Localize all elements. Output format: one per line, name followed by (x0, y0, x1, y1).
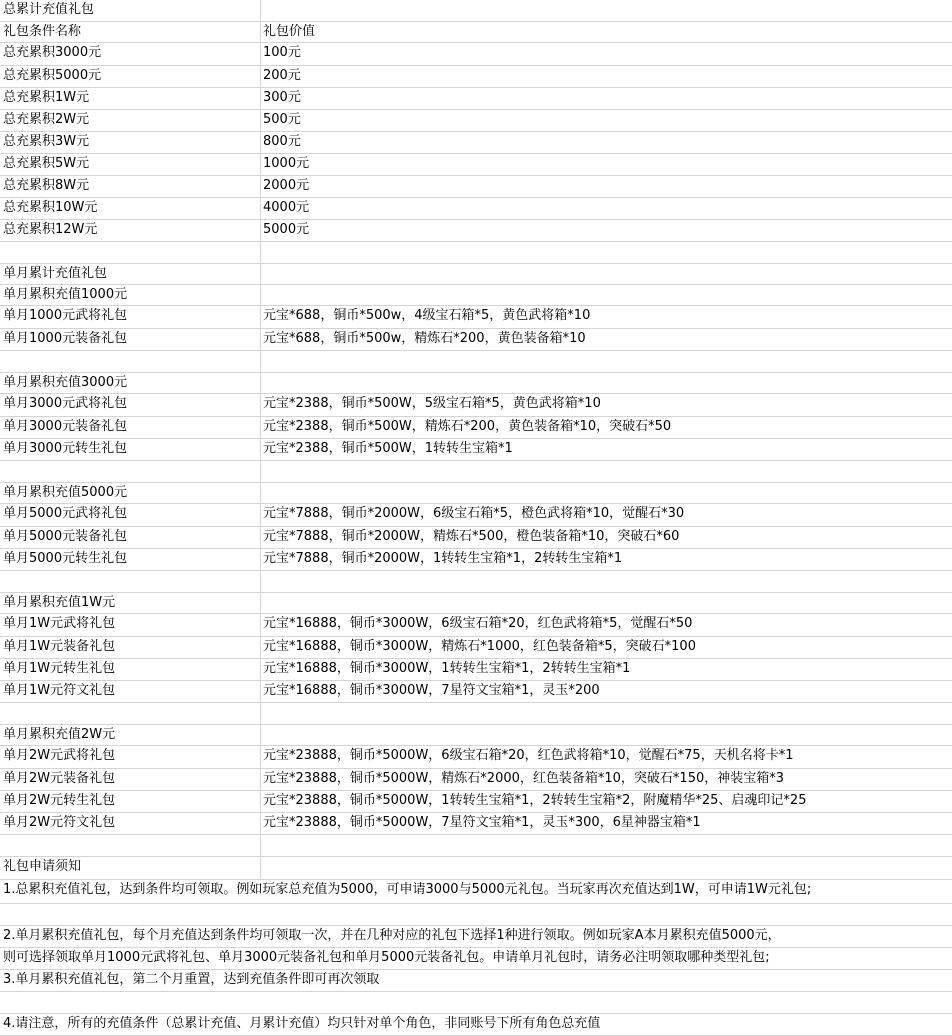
cell-value[interactable]: 300元 (263, 90, 301, 105)
table-row (0, 725, 952, 746)
column-divider (260, 154, 261, 175)
table-row (0, 242, 952, 264)
table-row (0, 285, 952, 306)
cell-name[interactable]: 单月1W元转生礼包 (3, 661, 116, 676)
table-row (0, 394, 952, 417)
cell-name[interactable]: 单月累积充值1000元 (3, 287, 128, 302)
table-row (0, 549, 952, 571)
note-cell[interactable]: 则可选择领取单月1000元武将礼包、单月3000元装备礼包和单月5000元装备礼包。申请单月礼包时，请务必注明领取哪种类型礼包; (3, 950, 770, 965)
cell-name[interactable]: 总充累积3W元 (3, 134, 90, 149)
cell-value[interactable]: 1000元 (263, 156, 310, 171)
cell-name[interactable]: 单月累积充值5000元 (3, 485, 128, 500)
note-cell[interactable] (3, 904, 952, 925)
cell-name[interactable]: 单月累计充值礼包 (3, 266, 108, 281)
column-divider (260, 439, 261, 460)
note-cell[interactable]: 1.总累积充值礼包，达到条件均可领取。例如玩家总充值为5000，可申请3000与5000元礼包。当玩家再次充值达到1W，可申请1W元礼包; (3, 882, 812, 897)
cell-name[interactable]: 单月1W元符文礼包 (3, 683, 116, 698)
cell-value[interactable]: 5000元 (263, 222, 310, 237)
column-divider (260, 681, 261, 702)
cell-name[interactable]: 单月1W元武将礼包 (3, 616, 116, 631)
cell-value[interactable]: 100元 (263, 45, 301, 60)
cell-value[interactable]: 元宝*16888，铜币*3000W，1转转生宝箱*1，2转转生宝箱*1 (263, 661, 631, 676)
table-row (0, 154, 952, 176)
column-divider (260, 242, 261, 263)
column-divider (260, 0, 261, 21)
cell-name[interactable]: 单月2W元符文礼包 (3, 815, 116, 830)
column-divider (260, 461, 261, 482)
cell-name[interactable]: 总累计充值礼包 (3, 2, 95, 17)
cell-name[interactable] (3, 703, 259, 724)
table-row (0, 66, 952, 88)
column-divider (260, 285, 261, 305)
column-divider (260, 373, 261, 393)
column-divider (260, 637, 261, 658)
column-divider (260, 176, 261, 197)
column-divider (260, 110, 261, 131)
table-row (0, 351, 952, 373)
column-divider (260, 417, 261, 438)
column-divider (260, 22, 261, 42)
column-divider (260, 725, 261, 745)
table-row (0, 43, 952, 66)
cell-value[interactable]: 元宝*23888，铜币*5000W，6级宝石箱*20，红色武将箱*10，觉醒石*75，天机名将卡*1 (263, 748, 794, 763)
table-row (0, 857, 952, 880)
cell-name[interactable] (3, 461, 259, 482)
column-divider (260, 264, 261, 284)
table-row (0, 681, 952, 703)
note-cell[interactable]: 2.单月累积充值礼包，每个月充值达到条件均可领取一次，并在几种对应的礼包下选择1种进行领取。例如玩家A本月累积充值5000元， (3, 928, 781, 943)
column-divider (260, 791, 261, 812)
cell-name[interactable] (3, 571, 259, 592)
cell-name[interactable]: 单月5000元武将礼包 (3, 506, 128, 521)
note-row (0, 970, 952, 992)
table-row (0, 813, 952, 835)
table-row (0, 527, 952, 549)
table-row (0, 373, 952, 394)
table-row (0, 461, 952, 483)
cell-name[interactable]: 单月5000元装备礼包 (3, 529, 128, 544)
cell-value[interactable]: 元宝*23888，铜币*5000W，7星符文宝箱*1，灵玉*300，6星神器宝箱*1 (263, 815, 701, 830)
cell-value[interactable]: 元宝*16888，铜币*3000W，精炼石*1000，红色装备箱*5，突破石*100 (263, 639, 696, 654)
column-divider (260, 549, 261, 570)
table-row (0, 176, 952, 198)
table-row (0, 264, 952, 285)
note-cell[interactable]: 3.单月累积充值礼包，第二个月重置，达到充值条件即可再次领取 (3, 972, 380, 987)
table-row (0, 88, 952, 110)
note-row (0, 1014, 952, 1036)
cell-value[interactable]: 礼包价值 (263, 24, 316, 39)
table-row (0, 132, 952, 154)
cell-name[interactable]: 单月5000元转生礼包 (3, 551, 128, 566)
cell-name[interactable]: 总充累积8W元 (3, 178, 90, 193)
cell-name[interactable]: 总充累积5W元 (3, 156, 90, 171)
cell-value[interactable]: 元宝*16888，铜币*3000W，7星符文宝箱*1，灵玉*200 (263, 683, 600, 698)
column-divider (260, 43, 261, 65)
note-row (0, 904, 952, 926)
cell-name[interactable]: 单月累积充值1W元 (3, 595, 116, 610)
note-row (0, 948, 952, 970)
note-row (0, 880, 952, 904)
note-cell[interactable] (3, 992, 952, 1013)
cell-name[interactable]: 总充累积10W元 (3, 200, 98, 215)
cell-value[interactable]: 800元 (263, 134, 301, 149)
column-divider (260, 329, 261, 350)
table-row (0, 306, 952, 329)
table-row (0, 220, 952, 242)
cell-value[interactable]: 4000元 (263, 200, 310, 215)
table-row (0, 769, 952, 791)
table-row (0, 659, 952, 681)
column-divider (260, 703, 261, 724)
cell-value[interactable]: 元宝*23888，铜币*5000W，精炼石*2000，红色装备箱*10，突破石*150，神装宝箱*3 (263, 771, 785, 786)
column-divider (260, 659, 261, 680)
cell-name[interactable]: 单月3000元武将礼包 (3, 396, 128, 411)
column-divider (260, 769, 261, 790)
cell-name[interactable]: 单月累积充值2W元 (3, 727, 116, 742)
cell-value[interactable]: 元宝*16888，铜币*3000W，6级宝石箱*20，红色武将箱*5，觉醒石*50 (263, 616, 693, 631)
table-row (0, 614, 952, 637)
table-row (0, 439, 952, 461)
note-cell[interactable]: 4.请注意，所有的充值条件（总累计充值、月累计充值）均只针对单个角色，非同账号下所有角色总充值 (3, 1016, 601, 1031)
cell-name[interactable]: 单月2W元转生礼包 (3, 793, 116, 808)
cell-value[interactable]: 元宝*688，铜币*500w，4级宝石箱*5，黄色武将箱*10 (263, 308, 591, 323)
cell-name[interactable]: 单月1W元装备礼包 (3, 639, 116, 654)
table-row (0, 835, 952, 857)
table-row (0, 791, 952, 813)
cell-value[interactable]: 500元 (263, 112, 301, 127)
column-divider (260, 220, 261, 241)
column-divider (260, 504, 261, 526)
cell-name[interactable] (3, 351, 259, 372)
column-divider (260, 813, 261, 834)
cell-value[interactable]: 元宝*7888，铜币*2000W，精炼石*500，橙色装备箱*10，突破石*60 (263, 529, 680, 544)
cell-name[interactable]: 礼包条件名称 (3, 24, 82, 39)
cell-name[interactable]: 总充累积1W元 (3, 90, 90, 105)
cell-name[interactable] (3, 242, 259, 263)
note-row (0, 992, 952, 1014)
cell-value[interactable]: 2000元 (263, 178, 310, 193)
table-row (0, 0, 952, 22)
column-divider (260, 593, 261, 613)
table-row (0, 198, 952, 220)
column-divider (260, 351, 261, 372)
column-divider (260, 66, 261, 87)
column-divider (260, 132, 261, 153)
cell-name[interactable] (3, 835, 259, 856)
cell-value[interactable]: 元宝*688，铜币*500w，精炼石*200，黄色装备箱*10 (263, 331, 586, 346)
cell-value[interactable]: 元宝*2388，铜币*500W，精炼石*200，黄色装备箱*10，突破石*50 (263, 419, 672, 434)
column-divider (260, 483, 261, 503)
column-divider (260, 614, 261, 636)
column-divider (260, 835, 261, 856)
table-row (0, 22, 952, 43)
cell-value[interactable]: 元宝*7888，铜币*2000W，1转转生宝箱*1，2转转生宝箱*1 (263, 551, 623, 566)
table-row (0, 417, 952, 439)
cell-name[interactable]: 单月累积充值3000元 (3, 375, 128, 390)
table-row (0, 637, 952, 659)
table-row (0, 703, 952, 725)
table-row (0, 746, 952, 769)
cell-name[interactable]: 总充累积12W元 (3, 222, 98, 237)
table-row (0, 110, 952, 132)
cell-name[interactable]: 单月2W元武将礼包 (3, 748, 116, 763)
cell-value[interactable]: 元宝*2388，铜币*500W，1转转生宝箱*1 (263, 441, 513, 456)
cell-value[interactable]: 元宝*7888，铜币*2000W，6级宝石箱*5，橙色武将箱*10，觉醒石*30 (263, 506, 685, 521)
cell-name[interactable]: 单月3000元装备礼包 (3, 419, 128, 434)
column-divider (260, 571, 261, 592)
cell-value[interactable]: 元宝*2388，铜币*500W，5级宝石箱*5，黄色武将箱*10 (263, 396, 601, 411)
column-divider (260, 88, 261, 109)
column-divider (260, 857, 261, 879)
cell-name[interactable]: 单月1000元装备礼包 (3, 331, 128, 346)
cell-name[interactable]: 总充累积3000元 (3, 45, 102, 60)
column-divider (260, 746, 261, 768)
column-divider (260, 198, 261, 219)
cell-name[interactable]: 单月1000元武将礼包 (3, 308, 128, 323)
table-row (0, 571, 952, 593)
table-row (0, 593, 952, 614)
column-divider (260, 527, 261, 548)
column-divider (260, 306, 261, 328)
cell-name[interactable]: 礼包申请须知 (3, 859, 82, 874)
cell-name[interactable]: 总充累积2W元 (3, 112, 90, 127)
cell-value[interactable]: 200元 (263, 68, 301, 83)
table-row (0, 483, 952, 504)
cell-name[interactable]: 总充累积5000元 (3, 68, 102, 83)
table-row (0, 329, 952, 351)
cell-name[interactable]: 单月2W元装备礼包 (3, 771, 116, 786)
column-divider (260, 394, 261, 416)
note-row (0, 926, 952, 948)
cell-value[interactable]: 元宝*23888，铜币*5000W，1转转生宝箱*1，2转转生宝箱*2，附魔精华*25、启魂印记*25 (263, 793, 807, 808)
cell-name[interactable]: 单月3000元转生礼包 (3, 441, 128, 456)
table-row (0, 504, 952, 527)
